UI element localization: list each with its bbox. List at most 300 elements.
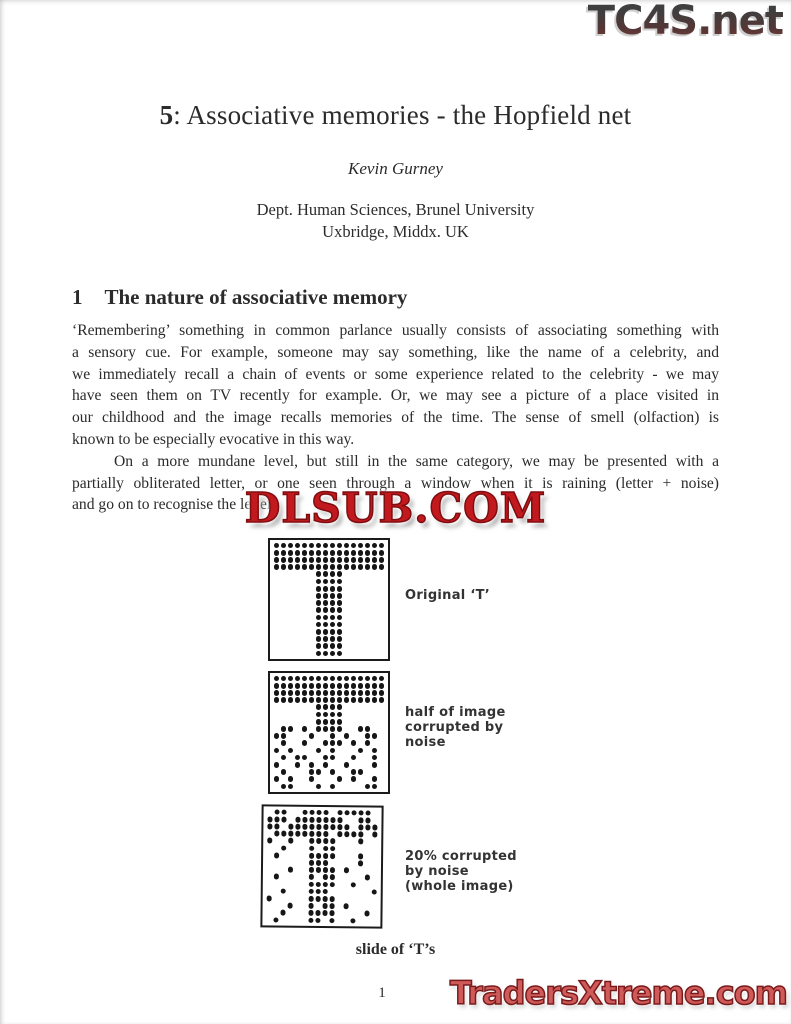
pattern-dot xyxy=(273,556,280,563)
figure-label-line: Original ‘T’ xyxy=(405,588,491,603)
pattern-dot xyxy=(357,824,364,831)
pattern-empty-cell xyxy=(287,895,294,902)
pattern-dot xyxy=(336,621,343,628)
pattern-empty-cell xyxy=(364,571,371,578)
pattern-empty-cell xyxy=(378,768,385,775)
pattern-empty-cell xyxy=(357,783,364,790)
pattern-dot xyxy=(371,824,378,831)
pattern-dot xyxy=(336,650,343,657)
pattern-empty-cell xyxy=(315,761,322,768)
pattern-empty-cell xyxy=(343,754,350,761)
affiliation-line-2: Uxbridge, Middx. UK xyxy=(322,222,469,241)
pattern-empty-cell xyxy=(350,783,357,790)
pattern-dot xyxy=(308,733,315,740)
pattern-dot xyxy=(336,542,343,549)
pattern-dot xyxy=(315,725,322,732)
pattern-empty-cell xyxy=(364,607,371,614)
pattern-dot xyxy=(350,697,357,704)
pattern-dot xyxy=(280,564,287,571)
pattern-dot xyxy=(322,689,329,696)
pattern-dot xyxy=(273,542,280,549)
pattern-empty-cell xyxy=(371,650,378,657)
pattern-empty-cell xyxy=(364,600,371,607)
pattern-dot xyxy=(322,621,329,628)
pattern-empty-cell xyxy=(329,776,336,783)
pattern-dot xyxy=(315,621,322,628)
pattern-empty-cell xyxy=(378,614,385,621)
pattern-empty-cell xyxy=(343,747,350,754)
body-line: On a more mundane level, but still in the same category, we may be presented with a xyxy=(114,452,719,470)
body-line: we immediately recall a chain of events or some experience related to the celebrity - we may xyxy=(72,365,719,383)
pattern-empty-cell xyxy=(301,621,308,628)
body-line: known to be especially evocative in this way. xyxy=(72,430,355,448)
watermark-dlsub: DLSUB.COM xyxy=(244,484,547,532)
pattern-dot xyxy=(322,635,329,642)
pattern-empty-cell xyxy=(350,761,357,768)
pattern-empty-cell xyxy=(364,718,371,725)
pattern-dot xyxy=(287,776,294,783)
pattern-empty-cell xyxy=(378,740,385,747)
pattern-empty-cell xyxy=(378,761,385,768)
pattern-dot xyxy=(315,564,322,571)
pattern-empty-cell xyxy=(371,853,378,860)
pattern-dot xyxy=(329,783,336,790)
pattern-dot xyxy=(378,542,385,549)
pattern-empty-cell xyxy=(287,592,294,599)
pattern-dot xyxy=(280,549,287,556)
pattern-dot xyxy=(322,564,329,571)
pattern-empty-cell xyxy=(315,733,322,740)
pattern-empty-cell xyxy=(301,768,308,775)
pattern-dot xyxy=(287,783,294,790)
pattern-empty-cell xyxy=(371,643,378,650)
pattern-empty-cell xyxy=(322,783,329,790)
pattern-empty-cell xyxy=(273,585,280,592)
pattern-empty-cell xyxy=(364,754,371,761)
pattern-empty-cell xyxy=(336,768,343,775)
pattern-empty-cell xyxy=(308,718,315,725)
pattern-empty-cell xyxy=(280,895,287,902)
pattern-empty-cell xyxy=(357,607,364,614)
pattern-empty-cell xyxy=(287,754,294,761)
figure-label xyxy=(405,588,490,603)
pattern-empty-cell xyxy=(308,747,315,754)
pattern-dot xyxy=(301,542,308,549)
pattern-empty-cell xyxy=(336,903,343,910)
pattern-empty-cell xyxy=(364,635,371,642)
pattern-empty-cell xyxy=(371,635,378,642)
pattern-empty-cell xyxy=(322,733,329,740)
pattern-empty-cell xyxy=(357,585,364,592)
pattern-dot xyxy=(343,564,350,571)
pattern-empty-cell xyxy=(343,635,350,642)
pattern-dot xyxy=(322,650,329,657)
pattern-dot xyxy=(308,895,315,902)
pattern-empty-cell xyxy=(280,621,287,628)
pattern-empty-cell xyxy=(343,783,350,790)
pattern-dot xyxy=(336,682,343,689)
pattern-dot xyxy=(336,776,343,783)
pattern-dot xyxy=(287,725,294,732)
pattern-dot xyxy=(371,776,378,783)
pattern-dot xyxy=(329,711,336,718)
body-line: ‘Remembering’ something in common parlance usually consists of associating something with xyxy=(72,322,719,339)
pattern-dot xyxy=(287,549,294,556)
pattern-empty-cell xyxy=(294,600,301,607)
pattern-empty-cell xyxy=(364,761,371,768)
pattern-dot xyxy=(322,902,329,909)
pattern-empty-cell xyxy=(343,768,350,775)
pattern-empty-cell xyxy=(301,650,308,657)
pattern-dot xyxy=(371,831,378,838)
pattern-dot xyxy=(301,740,308,747)
pattern-empty-cell xyxy=(350,704,357,711)
pattern-empty-cell xyxy=(329,761,336,768)
pattern-empty-cell xyxy=(378,643,385,650)
pattern-empty-cell xyxy=(301,859,308,866)
body-line: have seen them on TV recently for example. Or, we may see a picture of a place visited in xyxy=(72,387,719,405)
pattern-empty-cell xyxy=(357,740,364,747)
body-line: our childhood and the image recalls memories of the time. The sense of smell (olfaction) is xyxy=(72,409,719,427)
pattern-dot xyxy=(329,607,336,614)
pattern-empty-cell xyxy=(301,607,308,614)
figure-label-line: noise xyxy=(405,735,446,750)
pattern-dot xyxy=(294,689,301,696)
pattern-dot xyxy=(329,542,336,549)
pattern-dot xyxy=(329,903,336,910)
pattern-dot xyxy=(322,607,329,614)
pattern-dot xyxy=(301,549,308,556)
pattern-dot xyxy=(322,704,329,711)
pattern-dot xyxy=(350,556,357,563)
pattern-dot xyxy=(301,754,308,761)
pattern-empty-cell xyxy=(378,711,385,718)
pattern-dot xyxy=(294,754,301,761)
pattern-empty-cell xyxy=(343,740,350,747)
pattern-dot xyxy=(350,776,357,783)
pattern-empty-cell xyxy=(273,711,280,718)
body-line: a sensory cue. For example, someone may say something, like the name of a celebrity, and xyxy=(72,343,719,361)
pattern-dot xyxy=(371,689,378,696)
pattern-empty-cell xyxy=(357,600,364,607)
pattern-empty-cell xyxy=(301,578,308,585)
pattern-dot xyxy=(329,675,336,682)
pattern-dot xyxy=(357,542,364,549)
pattern-dot xyxy=(301,682,308,689)
pattern-dot xyxy=(315,628,322,635)
pattern-empty-cell xyxy=(273,628,280,635)
pattern-empty-cell xyxy=(364,643,371,650)
pattern-dot xyxy=(322,718,329,725)
pattern-empty-cell xyxy=(294,592,301,599)
pattern-dot xyxy=(315,556,322,563)
pattern-empty-cell xyxy=(364,711,371,718)
pattern-dot xyxy=(364,697,371,704)
pattern-empty-cell xyxy=(301,711,308,718)
pattern-empty-cell xyxy=(357,754,364,761)
pattern-dot xyxy=(301,675,308,682)
pattern-dot xyxy=(315,600,322,607)
pattern-dot xyxy=(357,682,364,689)
pattern-dot xyxy=(336,614,343,621)
pattern-empty-cell xyxy=(273,614,280,621)
pattern-empty-cell xyxy=(378,747,385,754)
figure-label xyxy=(405,705,506,750)
pattern-empty-cell xyxy=(343,650,350,657)
pattern-dot xyxy=(371,549,378,556)
pattern-dot xyxy=(308,697,315,704)
body-line: partially obliterated letter, or one seen through a window when it is raining (letter + noise) xyxy=(72,474,719,492)
pattern-dot xyxy=(308,776,315,783)
pattern-dot xyxy=(322,628,329,635)
pattern-empty-cell xyxy=(273,740,280,747)
pattern-empty-cell xyxy=(287,578,294,585)
pattern-empty-cell xyxy=(280,747,287,754)
pattern-empty-cell xyxy=(273,635,280,642)
pattern-empty-cell xyxy=(273,650,280,657)
pattern-dot xyxy=(336,549,343,556)
pattern-dot xyxy=(336,585,343,592)
pattern-empty-cell xyxy=(343,704,350,711)
pattern-empty-cell xyxy=(371,860,378,867)
pattern-empty-cell xyxy=(273,600,280,607)
author-name: Kevin Gurney xyxy=(348,159,443,178)
dot-grid xyxy=(273,675,385,790)
pattern-empty-cell xyxy=(371,817,378,824)
pattern-dot xyxy=(329,628,336,635)
pattern-empty-cell xyxy=(294,740,301,747)
pattern-dot xyxy=(350,740,357,747)
affiliation-line-1: Dept. Human Sciences, Brunel University xyxy=(256,200,535,219)
title-text: : Associative memories - the Hopfield net xyxy=(173,100,632,130)
pattern-dot xyxy=(378,697,385,704)
pattern-dot xyxy=(280,556,287,563)
pattern-empty-cell xyxy=(350,585,357,592)
title-number: 5 xyxy=(159,100,174,130)
pattern-dot xyxy=(336,718,343,725)
pattern-dot xyxy=(336,592,343,599)
pattern-empty-cell xyxy=(378,578,385,585)
pattern-dot xyxy=(357,549,364,556)
pattern-empty-cell xyxy=(378,592,385,599)
pattern-empty-cell xyxy=(287,650,294,657)
dot-grid xyxy=(273,542,385,657)
pattern-dot xyxy=(322,711,329,718)
pattern-dot xyxy=(378,682,385,689)
pattern-empty-cell xyxy=(357,643,364,650)
pattern-dot xyxy=(378,556,385,563)
pattern-dot xyxy=(315,607,322,614)
pattern-dot xyxy=(273,549,280,556)
pattern-dot xyxy=(273,761,280,768)
pattern-dot xyxy=(315,718,322,725)
pattern-empty-cell xyxy=(294,776,301,783)
pattern-dot xyxy=(329,733,336,740)
pattern-empty-cell xyxy=(357,776,364,783)
pattern-dot xyxy=(322,614,329,621)
pattern-empty-cell xyxy=(378,571,385,578)
pattern-empty-cell xyxy=(301,895,308,902)
pattern-dot xyxy=(350,682,357,689)
pattern-empty-cell xyxy=(280,600,287,607)
pattern-dot xyxy=(364,682,371,689)
pattern-dot xyxy=(294,549,301,556)
pattern-dot xyxy=(322,823,329,830)
pattern-empty-cell xyxy=(371,704,378,711)
pattern-dot xyxy=(364,542,371,549)
pattern-empty-cell xyxy=(371,867,378,874)
pattern-dot xyxy=(322,740,329,747)
pattern-empty-cell xyxy=(294,725,301,732)
pattern-empty-cell xyxy=(273,621,280,628)
pattern-empty-cell xyxy=(294,718,301,725)
pattern-empty-cell xyxy=(273,578,280,585)
pattern-empty-cell xyxy=(315,740,322,747)
pattern-dot xyxy=(273,675,280,682)
pattern-dot xyxy=(322,556,329,563)
pattern-dot xyxy=(294,816,301,823)
pattern-dot xyxy=(329,571,336,578)
pattern-empty-cell xyxy=(308,585,315,592)
pattern-empty-cell xyxy=(294,747,301,754)
pattern-dot xyxy=(329,643,336,650)
pattern-empty-cell xyxy=(357,733,364,740)
pattern-empty-cell xyxy=(350,635,357,642)
pattern-empty-cell xyxy=(308,643,315,650)
section-heading xyxy=(72,285,407,310)
pattern-dot xyxy=(336,689,343,696)
pattern-dot xyxy=(343,867,350,874)
pattern-empty-cell xyxy=(315,902,322,909)
pattern-dot xyxy=(329,614,336,621)
pattern-dot xyxy=(371,783,378,790)
pattern-dot xyxy=(280,689,287,696)
pattern-dot xyxy=(280,725,287,732)
pattern-dot xyxy=(336,697,343,704)
pattern-empty-cell xyxy=(294,607,301,614)
pattern-empty-cell xyxy=(357,903,364,910)
pattern-dot xyxy=(371,675,378,682)
pattern-box xyxy=(268,538,390,661)
pattern-dot xyxy=(315,643,322,650)
pattern-empty-cell xyxy=(343,711,350,718)
pattern-dot xyxy=(357,747,364,754)
pattern-dot xyxy=(273,776,280,783)
pattern-dot xyxy=(343,675,350,682)
pattern-empty-cell xyxy=(370,910,377,917)
pattern-dot xyxy=(329,650,336,657)
pattern-dot xyxy=(371,747,378,754)
pattern-empty-cell xyxy=(336,747,343,754)
pattern-dot xyxy=(315,635,322,642)
pattern-empty-cell xyxy=(280,585,287,592)
pattern-empty-cell xyxy=(350,628,357,635)
pattern-empty-cell xyxy=(371,881,378,888)
pattern-empty-cell xyxy=(294,621,301,628)
pattern-empty-cell xyxy=(364,585,371,592)
document-title xyxy=(72,100,719,131)
pattern-empty-cell xyxy=(364,704,371,711)
pattern-empty-cell xyxy=(273,768,280,775)
pattern-empty-cell xyxy=(343,776,350,783)
figure-caption: slide of ‘T’s xyxy=(355,941,436,958)
pattern-empty-cell xyxy=(273,704,280,711)
pattern-empty-cell xyxy=(371,607,378,614)
pattern-empty-cell xyxy=(308,725,315,732)
body-line: and go on to recognise the letter. xyxy=(72,496,276,514)
pattern-empty-cell xyxy=(308,628,315,635)
pattern-empty-cell xyxy=(294,859,301,866)
pattern-empty-cell xyxy=(371,621,378,628)
pattern-empty-cell xyxy=(343,571,350,578)
pattern-dot xyxy=(371,697,378,704)
pattern-dot xyxy=(315,783,322,790)
pattern-empty-cell xyxy=(343,614,350,621)
pattern-dot xyxy=(294,556,301,563)
pattern-dot xyxy=(357,556,364,563)
pattern-empty-cell xyxy=(287,635,294,642)
pattern-dot xyxy=(273,733,280,740)
pattern-dot xyxy=(371,754,378,761)
pattern-empty-cell xyxy=(301,628,308,635)
pattern-dot xyxy=(350,549,357,556)
pattern-dot xyxy=(343,733,350,740)
pattern-empty-cell xyxy=(357,614,364,621)
pattern-empty-cell xyxy=(273,718,280,725)
pattern-dot xyxy=(322,725,329,732)
pattern-dot xyxy=(378,675,385,682)
pattern-dot xyxy=(308,768,315,775)
pattern-empty-cell xyxy=(336,754,343,761)
pattern-dot xyxy=(364,564,371,571)
pattern-empty-cell xyxy=(280,628,287,635)
pattern-empty-cell xyxy=(280,761,287,768)
pattern-dot xyxy=(336,628,343,635)
pattern-empty-cell xyxy=(280,650,287,657)
pattern-empty-cell xyxy=(364,867,371,874)
pattern-dot xyxy=(294,542,301,549)
pattern-empty-cell xyxy=(350,621,357,628)
pattern-dot xyxy=(350,689,357,696)
pattern-dot xyxy=(329,747,336,754)
pattern-empty-cell xyxy=(280,718,287,725)
pattern-dot xyxy=(336,607,343,614)
pattern-dot xyxy=(294,697,301,704)
pattern-dot xyxy=(315,578,322,585)
pattern-dot xyxy=(273,564,280,571)
pattern-dot xyxy=(322,585,329,592)
pattern-dot xyxy=(357,768,364,775)
pattern-empty-cell xyxy=(336,733,343,740)
pattern-empty-cell xyxy=(280,643,287,650)
pattern-dot xyxy=(378,689,385,696)
pattern-empty-cell xyxy=(350,711,357,718)
pattern-dot xyxy=(308,564,315,571)
pattern-empty-cell xyxy=(371,903,378,910)
pattern-empty-cell xyxy=(280,607,287,614)
pattern-dot xyxy=(301,556,308,563)
pattern-dot xyxy=(371,889,378,896)
pattern-dot xyxy=(329,621,336,628)
pattern-dot xyxy=(371,733,378,740)
dot-grid xyxy=(265,808,378,924)
pattern-dot xyxy=(301,816,308,823)
pattern-empty-cell xyxy=(308,740,315,747)
pattern-empty-cell xyxy=(273,895,280,902)
pattern-dot xyxy=(364,740,371,747)
pattern-dot xyxy=(287,542,294,549)
pattern-dot xyxy=(364,783,371,790)
